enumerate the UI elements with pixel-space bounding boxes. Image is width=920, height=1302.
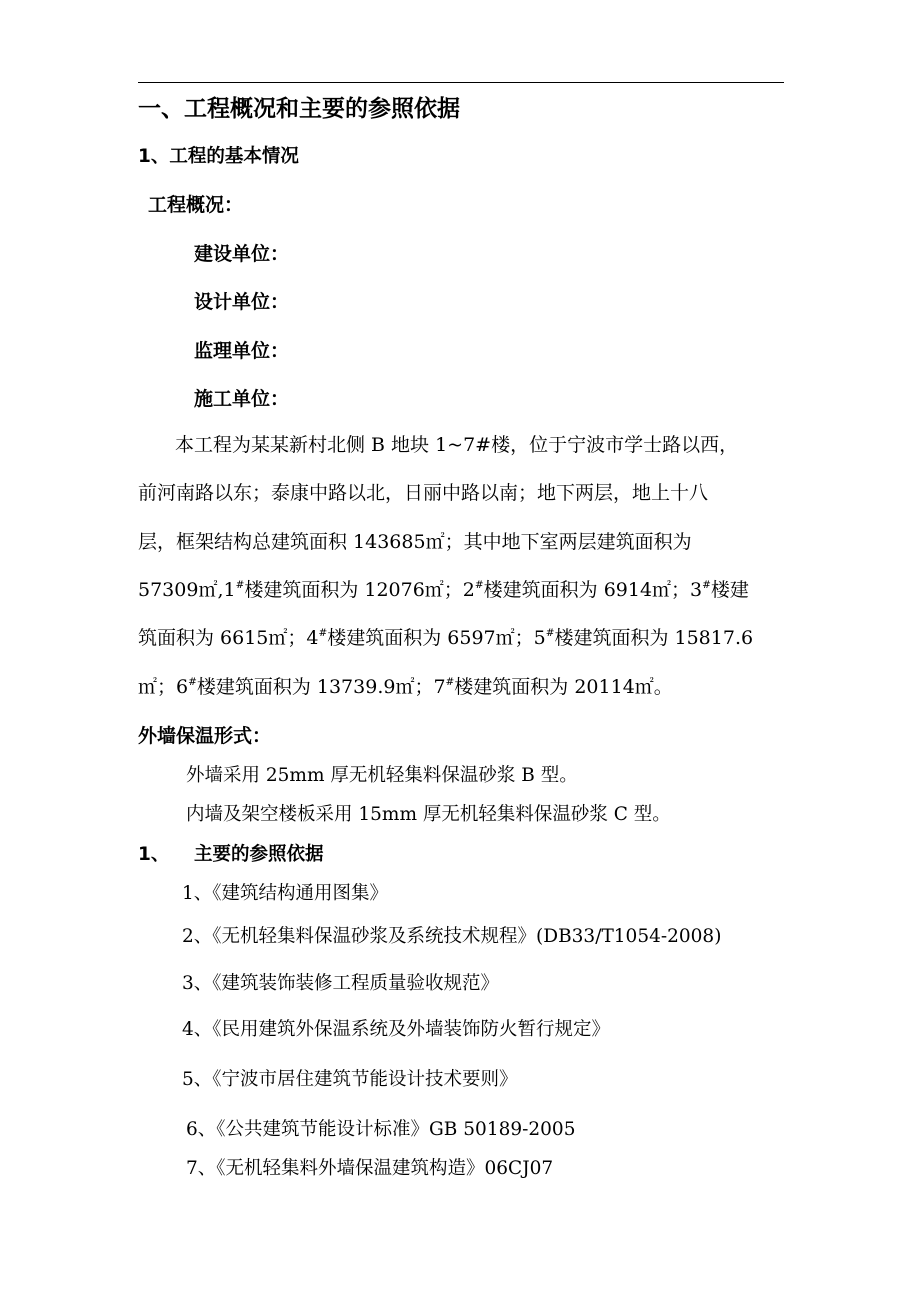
text-run: 楼建筑面积为 20114㎡。 <box>454 676 673 698</box>
field-label-designer: 设计单位： <box>194 291 290 313</box>
superscript-mark: # <box>188 676 197 689</box>
text-run: 楼建筑面积为 6597㎡；5 <box>327 627 546 649</box>
superscript-mark: # <box>235 579 245 592</box>
reference-item: 1、《建筑结构通用图集》 <box>182 883 389 904</box>
description-line <box>138 629 753 648</box>
description-line <box>138 678 673 697</box>
description-line: 层，框架结构总建筑面积 143685㎡；其中地下室两层建筑面积为 <box>138 531 692 553</box>
text-run: 楼建筑面积为 15817.6 <box>554 627 754 649</box>
basic-info-heading: 1、工程的基本情况 <box>138 146 299 167</box>
references-heading-number: 1、 <box>138 844 170 865</box>
text-run: ㎡；6 <box>138 676 189 698</box>
superscript-mark: # <box>318 627 328 640</box>
reference-item: 2、《无机轻集料保温砂浆及系统技术规程》(DB33/T1054-2008) <box>182 926 722 947</box>
reference-item: 7、《无机轻集料外墙保温建筑构造》06CJ07 <box>186 1158 554 1179</box>
insulation-outer-wall: 外墙采用 25mm 厚无机轻集料保温砂浆 B 型。 <box>186 765 578 786</box>
text-run: 楼建筑面积为 12076㎡；2 <box>244 579 475 601</box>
field-label-supervisor: 监理单位： <box>194 340 290 362</box>
superscript-mark: # <box>445 676 455 689</box>
reference-item: 3、《建筑装饰装修工程质量验收规范》 <box>182 973 500 994</box>
text-run: 楼建筑面积为 13739.9㎡；7 <box>196 676 446 698</box>
text-run: 筑面积为 6615㎡；4 <box>138 627 319 649</box>
reference-item: 5、《宁波市居住建筑节能设计技术要则》 <box>182 1069 518 1090</box>
insulation-heading: 外墙保温形式： <box>138 725 272 747</box>
overview-label: 工程概况： <box>148 194 244 216</box>
superscript-mark: # <box>474 579 484 592</box>
references-heading: 主要的参照依据 <box>194 844 324 865</box>
text-run: 楼建筑面积为 6914㎡；3 <box>483 579 703 601</box>
text-run: 57309㎡,1 <box>138 579 236 601</box>
description-line <box>138 581 749 600</box>
superscript-mark: # <box>702 579 711 592</box>
field-label-contractor: 施工单位： <box>194 388 290 410</box>
reference-item: 4、《民用建筑外保温系统及外墙装饰防火暂行规定》 <box>182 1019 611 1040</box>
description-line: 本工程为某某新村北侧 B 地块 1~7#楼，位于宁波市学士路以西， <box>175 434 739 456</box>
section-title: 一、工程概况和主要的参照依据 <box>138 96 460 122</box>
insulation-inner-wall: 内墙及架空楼板采用 15mm 厚无机轻集料保温砂浆 C 型。 <box>186 804 671 825</box>
superscript-mark: # <box>545 627 555 640</box>
field-label-owner: 建设单位： <box>194 243 290 265</box>
reference-item: 6、《公共建筑节能设计标准》GB 50189-2005 <box>186 1119 576 1140</box>
text-run: 楼建 <box>710 579 749 601</box>
description-line: 前河南路以东；泰康中路以北，日丽中路以南；地下两层，地上十八 <box>138 482 709 504</box>
header-rule <box>138 82 784 83</box>
